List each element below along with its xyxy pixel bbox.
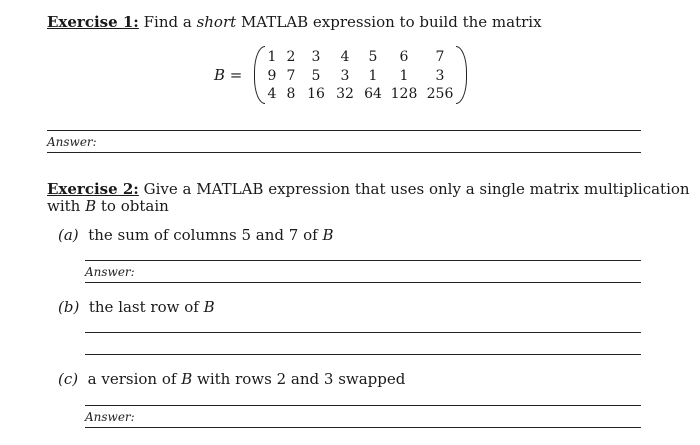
matrix-cell-r1-c6: 6: [399, 49, 409, 65]
exercise1-text-em: short: [196, 13, 237, 31]
exercise1-title: Exercise 1:: [47, 13, 139, 31]
part-a: (a) the sum of columns 5 and 7 of B: [58, 226, 334, 244]
matrix-cell-r3-c4: 32: [336, 86, 354, 102]
exercise2-title: Exercise 2:: [47, 180, 139, 198]
exercise1-text-b: MATLAB expression to build the matrix: [236, 13, 542, 31]
matrix-cell-r2-c6: 1: [399, 68, 409, 84]
matrix-cell-r3-c5: 64: [364, 86, 382, 102]
matrix-cell-r3-c1: 4: [267, 86, 277, 102]
answer-c-rule-top: [85, 405, 641, 406]
matrix-cell-r2-c7: 3: [435, 68, 445, 84]
exercise1-heading: [47, 13, 542, 31]
part-b-label: (b): [58, 298, 80, 316]
part-c-label: (c): [58, 370, 79, 388]
exercise2-heading: [47, 180, 690, 198]
matrix-cell-r3-c3: 16: [307, 86, 325, 102]
matrix-cell-r3-c7: 256: [426, 86, 454, 102]
answer1-rule-top: [47, 130, 641, 131]
matrix-left-paren: [254, 46, 265, 104]
answer-a-rule-top: [85, 260, 641, 261]
matrix-cell-r3-c2: 8: [286, 86, 296, 102]
part-c-text: a version of: [87, 370, 182, 388]
matrix-label: B =: [214, 66, 243, 84]
matrix-right-paren: [456, 46, 467, 104]
matrix-cell-r1-c3: 3: [311, 49, 321, 65]
part-a-label: (a): [58, 226, 79, 244]
matrix-cell-r1-c5: 5: [368, 49, 378, 65]
part-c: (c) a version of B with rows 2 and 3 swapped: [58, 370, 406, 388]
matrix-cell-r2-c1: 9: [267, 68, 277, 84]
part-b: (b) the last row of B: [58, 298, 215, 316]
exercise2-line1: Give a MATLAB expression that uses only a single matrix multiplication: [143, 180, 690, 198]
exercise1-text-a: Find a: [143, 13, 197, 31]
matrix-cell-r2-c4: 3: [340, 68, 350, 84]
matrix-cell-r2-c3: 5: [311, 68, 321, 84]
answer1-label: Answer:: [47, 135, 97, 149]
part-a-text: the sum of columns 5 and 7 of: [88, 226, 323, 244]
answer-b-rule-bottom: [85, 354, 641, 355]
matrix-cell-r3-c6: 128: [390, 86, 418, 102]
answer1-rule-bottom: [47, 152, 641, 153]
matrix-cell-r2-c2: 7: [286, 68, 296, 84]
matrix-cell-r1-c2: 2: [286, 49, 296, 65]
answer-c-label: Answer:: [85, 410, 135, 424]
exercise2-line2: with B to obtain: [47, 197, 169, 215]
matrix-cell-r2-c5: 1: [368, 68, 378, 84]
matrix-cell-r1-c7: 7: [435, 49, 445, 65]
answer-c-rule-bottom: [85, 427, 641, 428]
answer-b-rule-top: [85, 332, 641, 333]
answer-a-label: Answer:: [85, 265, 135, 279]
part-b-text: the last row of: [88, 298, 204, 316]
matrix-cell-r1-c1: 1: [267, 49, 277, 65]
answer-a-rule-bottom: [85, 282, 641, 283]
matrix-cell-r1-c4: 4: [340, 49, 350, 65]
